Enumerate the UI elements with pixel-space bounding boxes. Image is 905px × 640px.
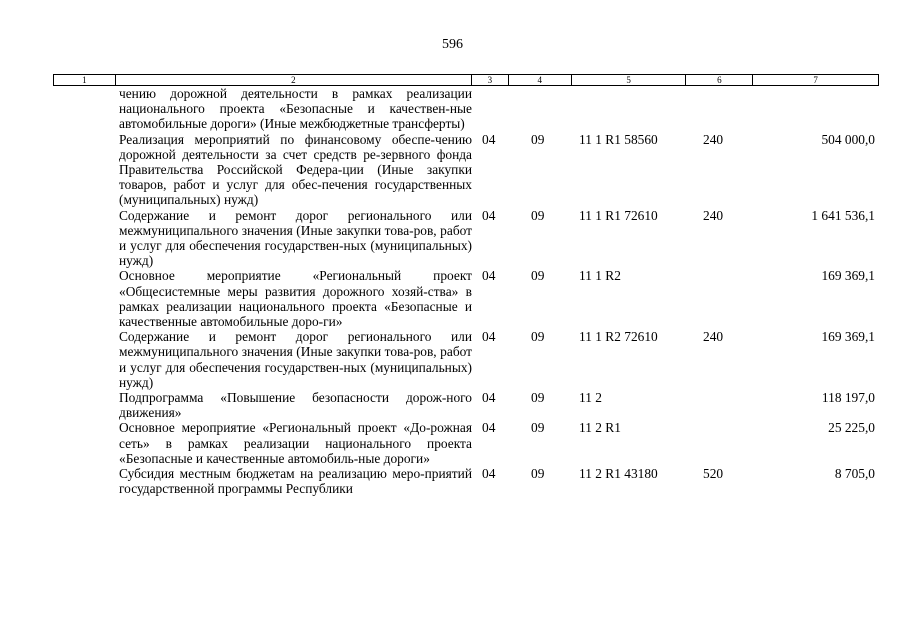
- cell-expense-type: 240: [703, 131, 724, 147]
- cell-empty: [53, 329, 115, 390]
- page-number: 596: [442, 37, 463, 52]
- column-header-2: 2: [116, 75, 472, 85]
- cell-section: 04: [482, 131, 496, 147]
- table-row: [53, 208, 879, 269]
- cell-subsection: 09: [531, 420, 545, 436]
- cell-empty: [53, 466, 115, 496]
- cell-amount: 25 225,0: [828, 420, 875, 436]
- column-header-7: 7: [813, 75, 818, 85]
- cell-expense-type: [687, 268, 754, 329]
- column-header-4: 4: [509, 75, 572, 85]
- table-row: [53, 268, 879, 329]
- cell-target-article: 11 1 R1 72610: [579, 207, 658, 223]
- cell-empty: [53, 268, 115, 329]
- table-row: [53, 420, 879, 466]
- column-header-row: [53, 74, 879, 86]
- cell-section: 04: [482, 329, 496, 345]
- column-header-5: 5: [572, 75, 687, 85]
- cell-description: Основное мероприятие «Региональный проект «Общесистемные меры развития дорожного хозяй-ства» в рамках реализации национального проекта «Безопасные и качественные автомобильные доро-ги»: [119, 268, 472, 330]
- cell-description: Субсидия местным бюджетам на реализацию меро-приятий государственной программы Республики: [119, 466, 472, 497]
- table-row: [53, 132, 879, 208]
- cell-amount: 1 641 536,1: [811, 207, 875, 223]
- cell-empty: [53, 420, 115, 466]
- cell-subsection: 09: [531, 390, 545, 406]
- cell-expense-type: 240: [703, 329, 724, 345]
- cell-subsection: 09: [531, 131, 545, 147]
- table-row: [53, 86, 879, 132]
- cell-empty: [53, 86, 115, 132]
- cell-subsection: 09: [531, 268, 545, 284]
- cell-description: Подпрограмма «Повышение безопасности дорож-ного движения»: [119, 390, 472, 421]
- cell-expense-type: [687, 390, 754, 420]
- cell-amount: 504 000,0: [821, 131, 875, 147]
- cell-empty: [53, 208, 115, 269]
- budget-table-body: [53, 86, 879, 496]
- cell-description: чению дорожной деятельности в рамках реализации национального проекта «Безопасные и качествен-ные автомобильные дороги» (Иные межбюджетные трансферты): [119, 86, 472, 132]
- cell-section: 04: [482, 466, 496, 482]
- cell-target-article: [572, 86, 687, 132]
- column-header-6: 6: [686, 75, 753, 85]
- cell-expense-type: [687, 420, 754, 466]
- cell-empty: [53, 390, 115, 420]
- cell-section: 04: [482, 420, 496, 436]
- table-row: [53, 329, 879, 390]
- cell-target-article: 11 1 R2: [579, 268, 621, 284]
- cell-description: Содержание и ремонт дорог регионального или межмуниципального значения (Иные закупки това-ров, работ и услуг для обеспечения государствен-ных (муниципальных) нужд): [119, 207, 472, 269]
- cell-description: Основное мероприятие «Региональный проект «До-рожная сеть» в рамках реализации национального проекта «Безопасные и качественные автомобиль-ные дороги»: [119, 420, 472, 466]
- cell-amount: 169 369,1: [821, 268, 875, 284]
- cell-subsection: 09: [531, 207, 545, 223]
- cell-description: Содержание и ремонт дорог регионального или межмуниципального значения (Иные закупки това-ров, работ и услуг для обеспечения государствен-ных (муниципальных) нужд): [119, 329, 472, 390]
- cell-subsection: 09: [531, 329, 545, 345]
- cell-subsection: 09: [531, 466, 545, 482]
- cell-expense-type: [687, 86, 754, 132]
- cell-amount: 118 197,0: [821, 390, 875, 406]
- cell-amount: 8 705,0: [834, 466, 875, 482]
- cell-section: 04: [482, 207, 496, 223]
- cell-expense-type: 520: [703, 466, 724, 482]
- table-row: [53, 390, 879, 420]
- cell-description: Реализация мероприятий по финансовому обеспе-чению дорожной деятельности за счет средств ре-зервного фонда Правительства Российской Федера-ции (Иные закупки товаров, работ и услуг для обес-печения государственных (муниципальных) нужд): [119, 131, 472, 208]
- cell-empty: [53, 132, 115, 208]
- cell-target-article: 11 2 R1 43180: [579, 466, 658, 482]
- cell-target-article: 11 2 R1: [579, 420, 621, 436]
- cell-section: 04: [482, 390, 496, 406]
- cell-subsection: [509, 86, 572, 132]
- cell-amount: 169 369,1: [821, 329, 875, 345]
- table-row: [53, 466, 879, 496]
- cell-target-article: 11 2: [579, 390, 602, 406]
- column-header-3: 3: [472, 75, 509, 85]
- cell-section: 04: [482, 268, 496, 284]
- cell-section: [472, 86, 509, 132]
- column-header-1: 1: [54, 75, 116, 85]
- cell-target-article: 11 1 R2 72610: [579, 329, 658, 345]
- cell-amount: [754, 86, 879, 132]
- cell-target-article: 11 1 R1 58560: [579, 131, 658, 147]
- cell-expense-type: 240: [703, 207, 724, 223]
